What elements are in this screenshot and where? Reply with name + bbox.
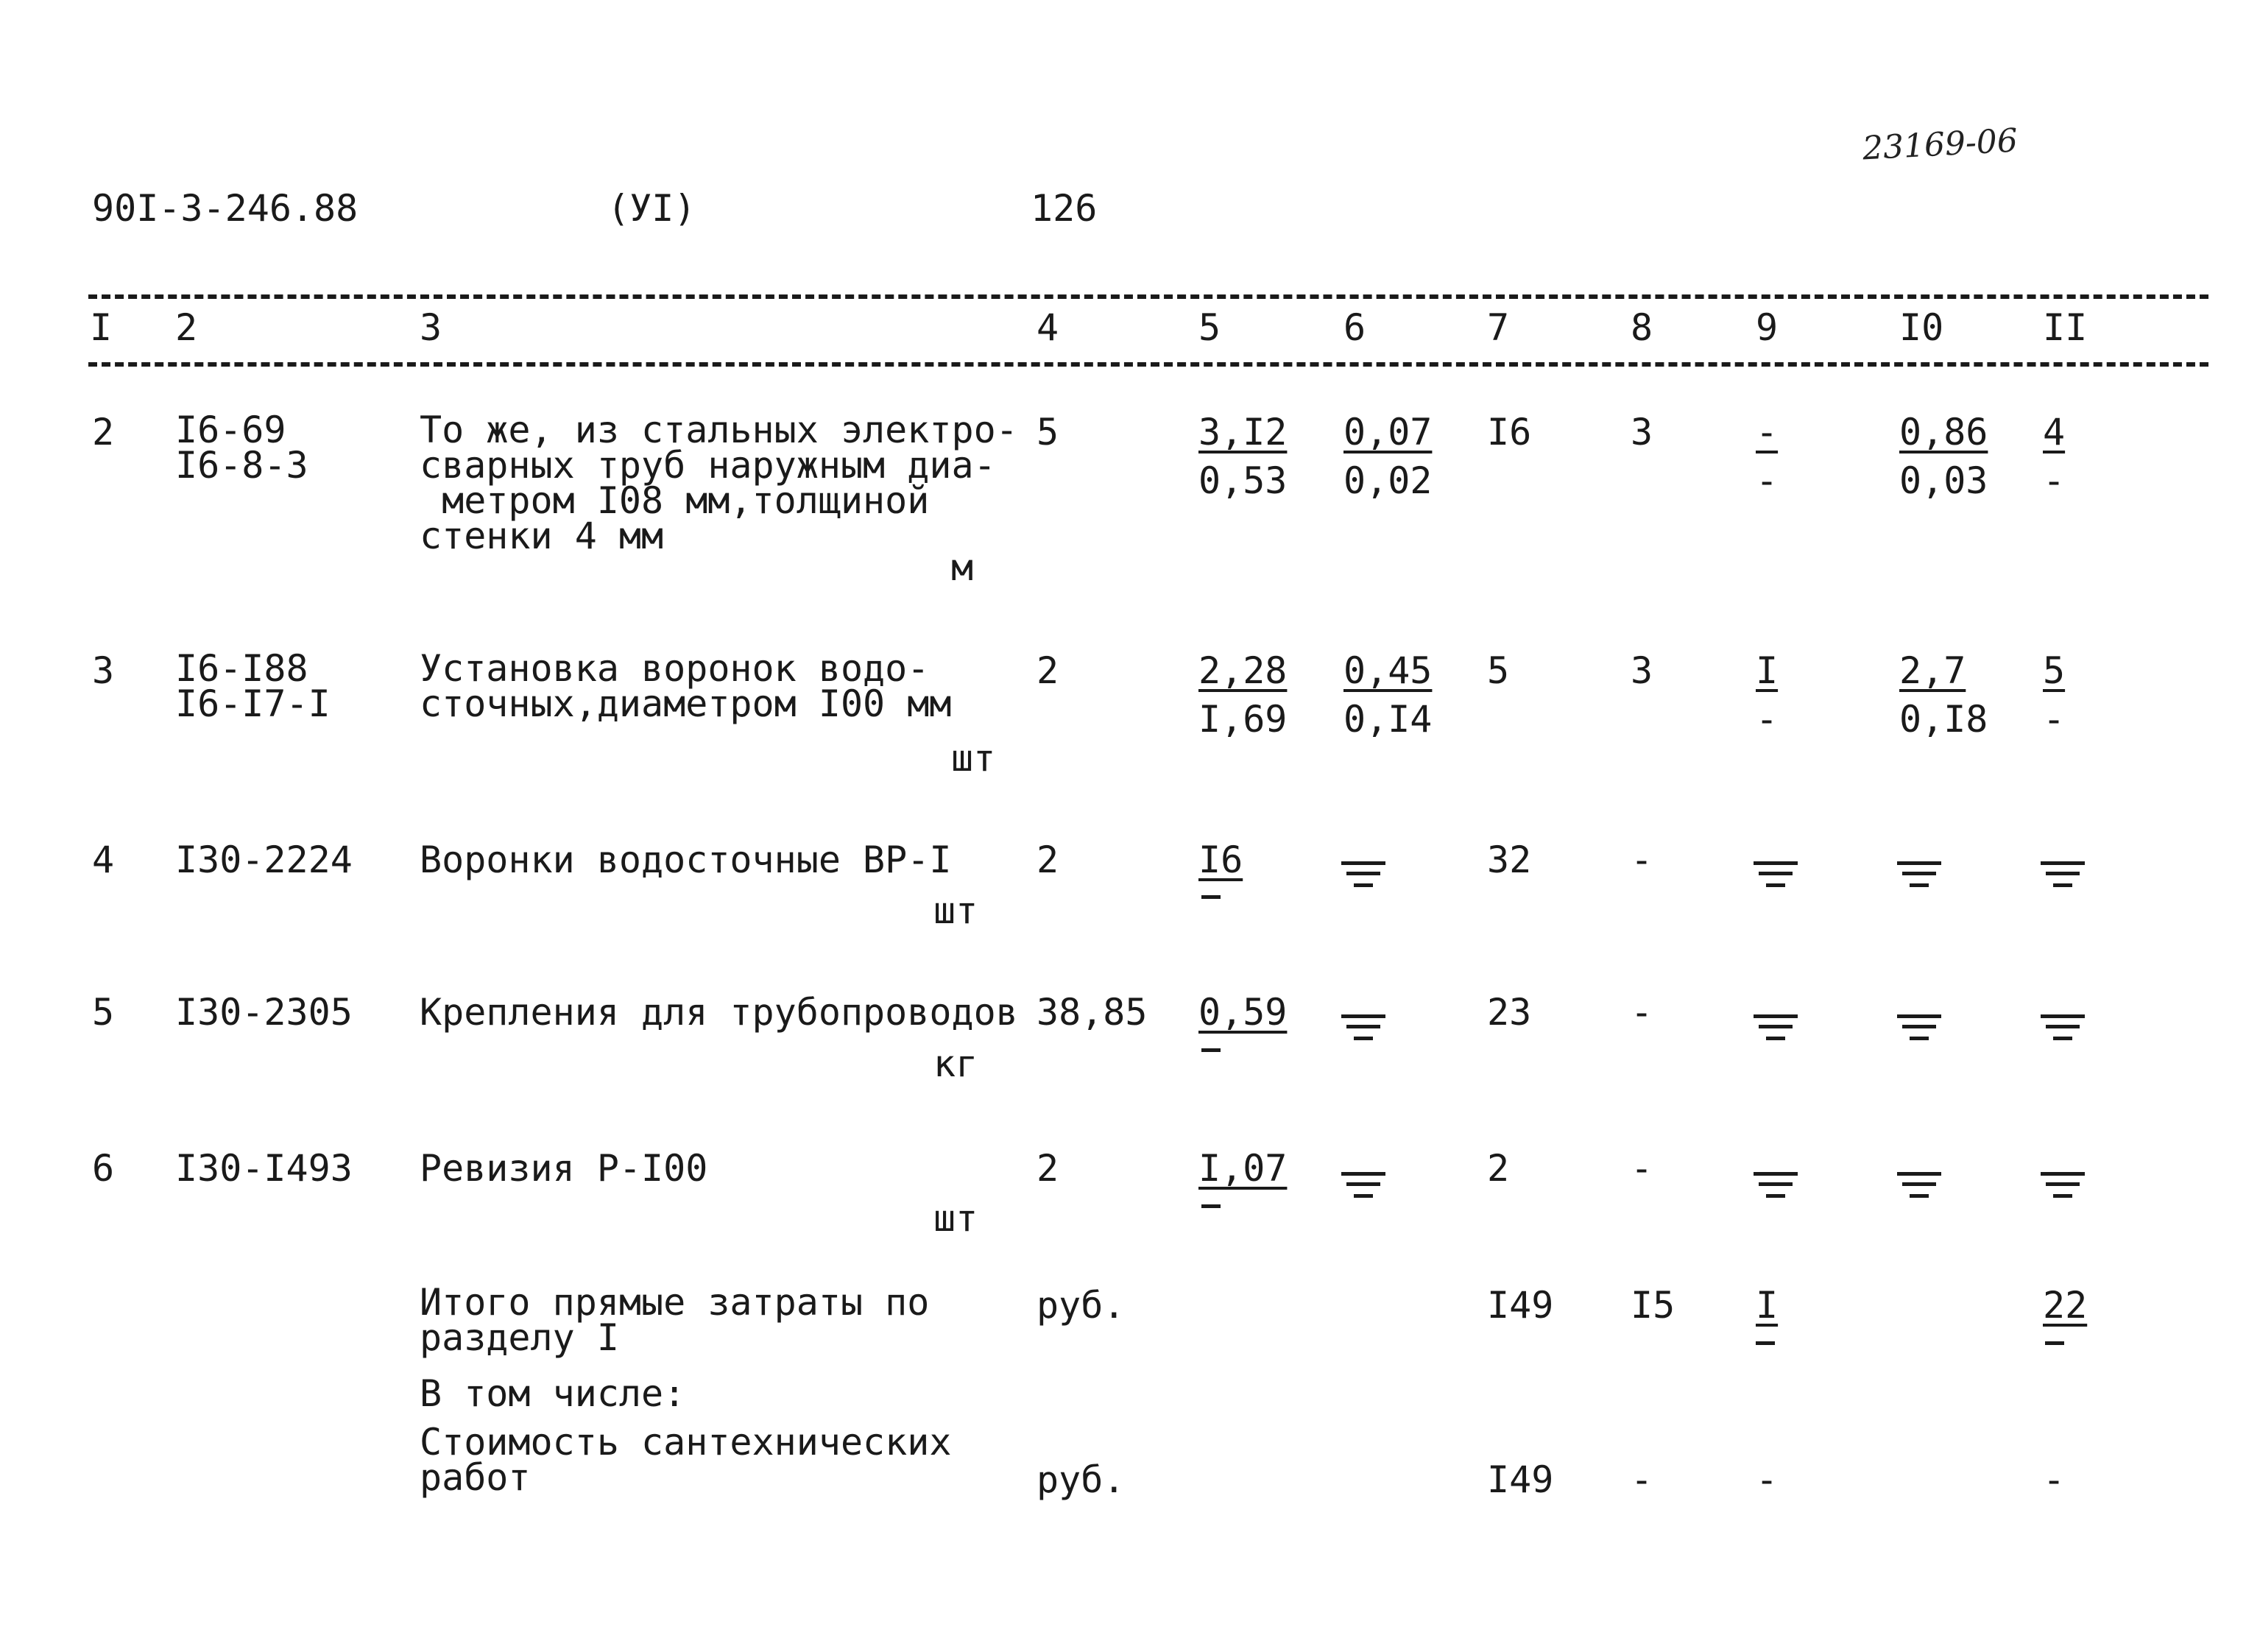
work-description: Ревизия Р-I00 (420, 1147, 708, 1190)
col-header: 8 (1631, 306, 1653, 349)
col6-bottom: 0,I4 (1343, 698, 1433, 741)
col9-top: I (1756, 649, 1779, 692)
col9-value (1756, 411, 1779, 502)
totals-label: Итого прямые затраты по разделу I (420, 1281, 930, 1359)
col8-value: 3 (1631, 411, 1653, 453)
col6-top: 0,45 (1343, 649, 1433, 692)
col-header: 2 (175, 306, 198, 349)
including-label: В том числе: (420, 1372, 686, 1415)
col7-value: 2 (1487, 1147, 1510, 1190)
work-description: Крепления для трубопроводов (420, 991, 1018, 1034)
col10-ditto-mark (1897, 1172, 1941, 1187)
col5-bottom: I,69 (1198, 698, 1288, 741)
unit-of-measure: шт (933, 889, 978, 932)
col5-value (1198, 411, 1288, 502)
col9-value (1756, 649, 1779, 741)
page-number: 126 (1031, 187, 1098, 230)
quantity: 2 (1037, 1147, 1059, 1190)
col-header: 9 (1756, 306, 1779, 349)
sub-unit: руб. (1037, 1458, 1126, 1501)
header-bottom-rule (88, 362, 2208, 367)
col5-top: I6 (1198, 839, 1243, 881)
totals-col7: I49 (1487, 1284, 1554, 1327)
col7-value: 32 (1487, 839, 1532, 881)
col9-bottom: - (1756, 698, 1779, 741)
col7-value: I6 (1487, 411, 1532, 453)
col5-top: 2,28 (1198, 649, 1288, 692)
col11-bottom: - (2043, 459, 2066, 502)
col6-top: 0,07 (1343, 411, 1433, 453)
col9-ditto-mark (1754, 861, 1798, 876)
col11-ditto-mark (2041, 1014, 2085, 1029)
col7-value: 23 (1487, 991, 1532, 1034)
totals-unit: руб. (1037, 1284, 1126, 1327)
col9-ditto-mark (1754, 1172, 1798, 1187)
col5-value (1198, 1147, 1288, 1190)
col8-value: - (1631, 991, 1653, 1034)
quantity: 2 (1037, 839, 1059, 881)
unit-of-measure: шт (951, 737, 996, 780)
work-description: То же, из стальных электро- сварных труб наружным диа- метром I08 мм,толщиной стенки 4 мм (420, 409, 1018, 557)
rate-code: I6-I88 I6-I7-I (175, 647, 331, 725)
col-header: I (90, 306, 113, 349)
col6-ditto-mark (1341, 1172, 1385, 1187)
col-header: I0 (1899, 306, 1944, 349)
col10-top: 0,86 (1899, 411, 1988, 453)
header-top-rule (88, 294, 2208, 299)
sub-col8: - (1631, 1458, 1653, 1501)
col10-bottom: 0,I8 (1899, 698, 1988, 741)
row-number: 2 (92, 411, 115, 453)
rate-code: I30-2305 (175, 991, 353, 1034)
work-description: Установка воронок водо- сточных,диаметром I00 мм (420, 647, 952, 725)
col10-top: 2,7 (1899, 649, 1966, 692)
col10-ditto-mark (1897, 861, 1941, 876)
document-code: 90I-3-246.88 (92, 187, 359, 230)
col11-top: 5 (2043, 649, 2066, 692)
col11-ditto-mark (2041, 861, 2085, 876)
quantity: 5 (1037, 411, 1059, 453)
work-description: Воронки водосточные ВР-I (420, 839, 952, 881)
col5-empty-mark (1201, 1204, 1221, 1208)
totals-col11-value: 22 (2043, 1284, 2088, 1327)
section-number: (УI) (607, 187, 696, 230)
totals-col9-value: I (1756, 1284, 1779, 1327)
col5-value (1198, 839, 1243, 881)
totals-col11-empty-mark (2045, 1341, 2064, 1345)
rate-code: I30-I493 (175, 1147, 353, 1190)
unit-of-measure: м (951, 546, 974, 589)
col5-top: 3,I2 (1198, 411, 1288, 453)
col9-bottom: - (1756, 459, 1779, 502)
col5-top: 0,59 (1198, 991, 1288, 1034)
sub-label: Стоимость сантехнических работ (420, 1421, 952, 1499)
col9-ditto-mark (1754, 1014, 1798, 1029)
sub-col7: I49 (1487, 1458, 1554, 1501)
col6-value (1343, 411, 1433, 502)
rate-code: I30-2224 (175, 839, 353, 881)
unit-of-measure: кг (933, 1042, 978, 1085)
quantity: 38,85 (1037, 991, 1148, 1034)
col10-value (1899, 411, 1988, 502)
sub-col11: - (2043, 1458, 2066, 1501)
col8-value: - (1631, 1147, 1653, 1190)
col7-value: 5 (1487, 649, 1510, 692)
col11-top: 4 (2043, 411, 2066, 453)
quantity: 2 (1037, 649, 1059, 692)
col11-value (2043, 411, 2066, 502)
totals-col11 (2043, 1284, 2088, 1327)
col5-value (1198, 991, 1288, 1034)
col11-ditto-mark (2041, 1172, 2085, 1187)
unit-of-measure: шт (933, 1197, 978, 1240)
totals-col9 (1756, 1284, 1779, 1327)
col-header: 5 (1198, 306, 1221, 349)
col-header: 3 (420, 306, 442, 349)
totals-col9-empty-mark (1756, 1341, 1775, 1345)
col11-bottom: - (2043, 698, 2066, 741)
row-number: 4 (92, 839, 115, 881)
col-header: 4 (1037, 306, 1059, 349)
rate-code: I6-69 I6-8-3 (175, 409, 308, 487)
row-number: 5 (92, 991, 115, 1034)
totals-col8: I5 (1631, 1284, 1675, 1327)
col-header: 6 (1343, 306, 1366, 349)
handwritten-number: 23169-06 (1861, 121, 2019, 168)
sub-col9: - (1756, 1458, 1779, 1501)
col5-bottom: 0,53 (1198, 459, 1288, 502)
col10-bottom: 0,03 (1899, 459, 1988, 502)
col10-ditto-mark (1897, 1014, 1941, 1029)
col-header: II (2043, 306, 2088, 349)
col11-value (2043, 649, 2066, 741)
row-number: 3 (92, 649, 115, 692)
col8-value: - (1631, 839, 1653, 881)
col6-ditto-mark (1341, 1014, 1385, 1029)
row-number: 6 (92, 1147, 115, 1190)
col5-value (1198, 649, 1288, 741)
col6-value (1343, 649, 1433, 741)
col5-empty-mark (1201, 895, 1221, 899)
col-header: 7 (1487, 306, 1510, 349)
col8-value: 3 (1631, 649, 1653, 692)
col5-empty-mark (1201, 1048, 1221, 1052)
col6-bottom: 0,02 (1343, 459, 1433, 502)
col9-top: - (1756, 411, 1779, 453)
col6-ditto-mark (1341, 861, 1385, 876)
col5-top: I,07 (1198, 1147, 1288, 1190)
col10-value (1899, 649, 1988, 741)
